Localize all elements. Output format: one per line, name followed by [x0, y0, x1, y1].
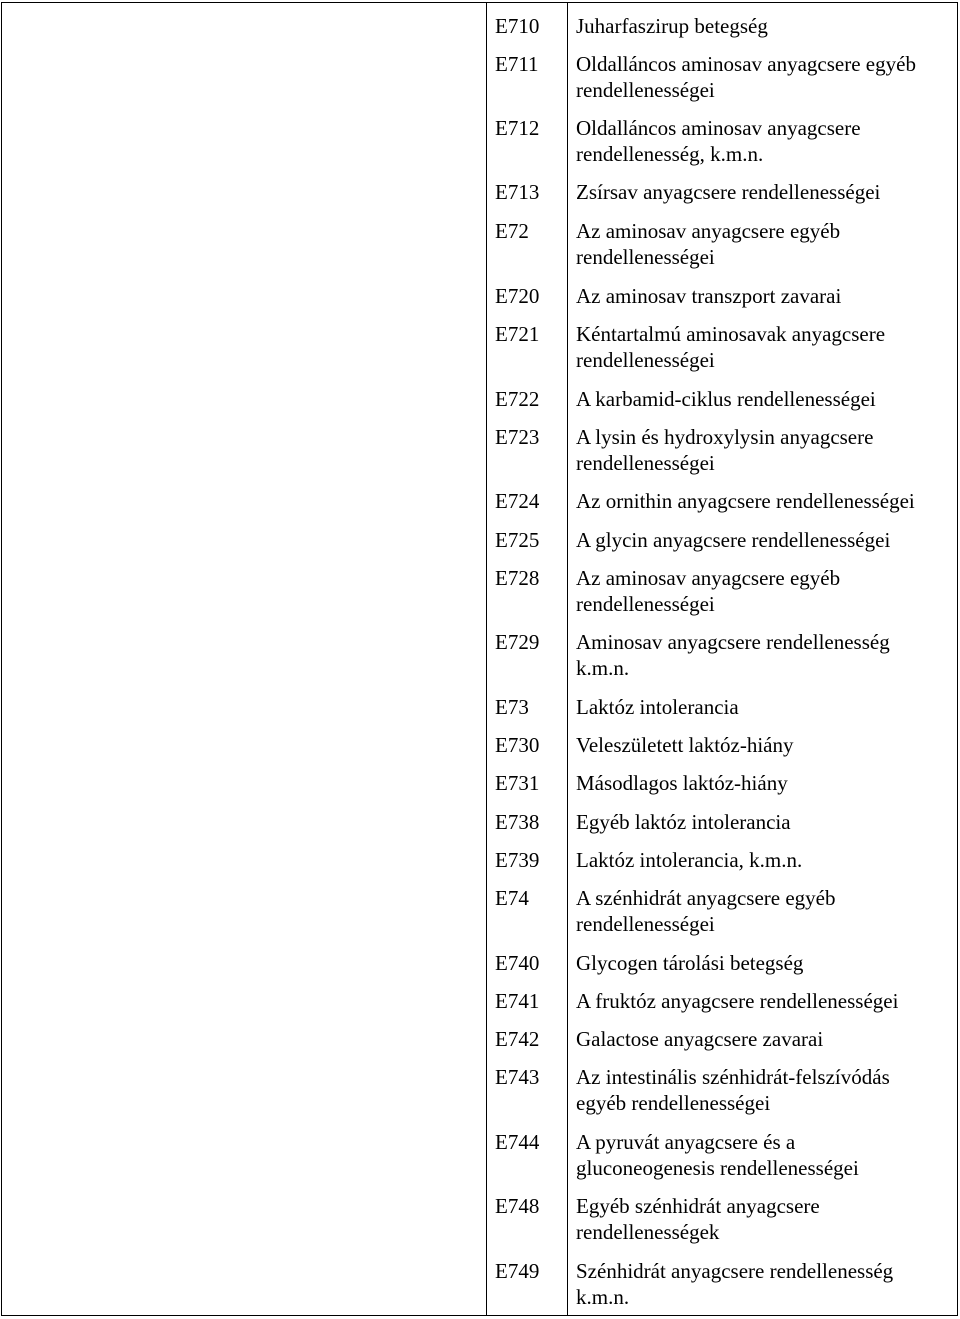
description-cell	[568, 179, 880, 205]
code-cell: E731	[495, 771, 540, 795]
description-cell	[568, 424, 873, 476]
code-cell: E728	[495, 566, 540, 590]
description-line: rendellenesség, k.m.n.	[576, 142, 764, 166]
code-cell: E749	[495, 1259, 540, 1283]
code-cell: E743	[495, 1065, 540, 1089]
description-cell	[568, 629, 890, 681]
code-cell: E722	[495, 387, 540, 411]
description-cell	[568, 809, 791, 835]
description-line: egyéb rendellenességei	[576, 1091, 771, 1115]
code-cell: E720	[495, 284, 540, 308]
description-line: rendellenességei	[576, 348, 715, 372]
description-cell	[568, 527, 890, 553]
description-line: Zsírsav anyagcsere rendellenességei	[576, 180, 881, 204]
code-cell: E74	[495, 886, 529, 910]
description-cell	[568, 950, 803, 976]
description-line: Kéntartalmú aminosavak anyagcsere	[576, 322, 886, 346]
description-line: A karbamid-ciklus rendellenességei	[576, 387, 876, 411]
description-line: A fruktóz anyagcsere rendellenességei	[576, 989, 899, 1013]
code-cell: E713	[495, 180, 540, 204]
code-cell: E710	[495, 14, 540, 38]
code-cell: E723	[495, 425, 540, 449]
document-table	[1, 2, 958, 1316]
description-line: rendellenességei	[576, 245, 715, 269]
description-cell	[568, 283, 841, 309]
code-cell: E738	[495, 810, 540, 834]
code-cell: E73	[495, 695, 529, 719]
description-line: k.m.n.	[576, 656, 630, 680]
code-cell: E739	[495, 848, 540, 872]
blank-left-cell	[2, 3, 487, 1316]
description-cell	[568, 1064, 890, 1116]
description-line: Glycogen tárolási betegség	[576, 951, 804, 975]
description-line: Az intestinális szénhidrát-felszívódás	[576, 1065, 890, 1089]
description-line: gluconeogenesis rendellenességei	[576, 1156, 859, 1180]
description-cell	[568, 321, 885, 373]
description-line: Egyéb laktóz intolerancia	[576, 810, 791, 834]
description-line: Galactose anyagcsere zavarai	[576, 1027, 824, 1051]
description-line: Az ornithin anyagcsere rendellenességei	[576, 489, 915, 513]
description-cell	[568, 488, 915, 514]
code-cell: E725	[495, 528, 540, 552]
description-cell	[568, 1026, 823, 1052]
description-line: Az aminosav transzport zavarai	[576, 284, 842, 308]
description-line: k.m.n.	[576, 1285, 630, 1309]
description-line: Veleszületett laktóz-hiány	[576, 733, 794, 757]
code-column	[487, 3, 568, 1316]
description-line: rendellenességei	[576, 78, 715, 102]
description-cell	[568, 218, 840, 270]
description-line: Szénhidrát anyagcsere rendellenesség	[576, 1259, 894, 1283]
description-cell	[568, 1258, 893, 1310]
description-cell	[568, 847, 802, 873]
description-cell	[568, 988, 898, 1014]
description-line: Laktóz intolerancia	[576, 695, 739, 719]
description-cell	[568, 1129, 859, 1181]
description-line: rendellenességei	[576, 451, 715, 475]
description-cell	[568, 732, 794, 758]
description-line: Laktóz intolerancia, k.m.n.	[576, 848, 803, 872]
description-line: Oldalláncos aminosav anyagcsere	[576, 116, 861, 140]
code-cell: E741	[495, 989, 540, 1013]
description-line: A glycin anyagcsere rendellenességei	[576, 528, 891, 552]
code-cell: E72	[495, 219, 529, 243]
description-cell	[568, 51, 916, 103]
description-cell	[568, 885, 835, 937]
description-line: Egyéb szénhidrát anyagcsere	[576, 1194, 820, 1218]
code-cell: E711	[495, 52, 539, 76]
code-cell: E721	[495, 322, 540, 346]
code-cell: E742	[495, 1027, 540, 1051]
description-line: rendellenességek	[576, 1220, 720, 1244]
code-cell: E740	[495, 951, 540, 975]
code-cell: E730	[495, 733, 540, 757]
description-cell	[568, 386, 876, 412]
description-line: Másodlagos laktóz-hiány	[576, 771, 788, 795]
description-line: Oldalláncos aminosav anyagcsere egyéb	[576, 52, 916, 76]
description-line: A szénhidrát anyagcsere egyéb	[576, 886, 836, 910]
description-line: Az aminosav anyagcsere egyéb	[576, 219, 841, 243]
code-cell: E712	[495, 116, 540, 140]
description-cell	[568, 770, 788, 796]
description-cell	[568, 565, 840, 617]
table-row	[2, 3, 958, 1316]
description-line: Juharfaszirup betegség	[576, 14, 768, 38]
description-cell	[568, 115, 861, 167]
code-cell: E729	[495, 630, 540, 654]
description-line: A lysin és hydroxylysin anyagcsere	[576, 425, 874, 449]
description-line: A pyruvát anyagcsere és a	[576, 1130, 796, 1154]
code-cell: E744	[495, 1130, 540, 1154]
description-line: Aminosav anyagcsere rendellenesség	[576, 630, 890, 654]
code-cell: E748	[495, 1194, 540, 1218]
description-line: Az aminosav anyagcsere egyéb	[576, 566, 841, 590]
code-cell: E724	[495, 489, 540, 513]
description-cell	[568, 1193, 820, 1245]
description-line: rendellenességei	[576, 912, 715, 936]
description-column	[568, 3, 958, 1316]
description-cell	[568, 13, 768, 39]
description-line: rendellenességei	[576, 592, 715, 616]
description-cell	[568, 694, 739, 720]
